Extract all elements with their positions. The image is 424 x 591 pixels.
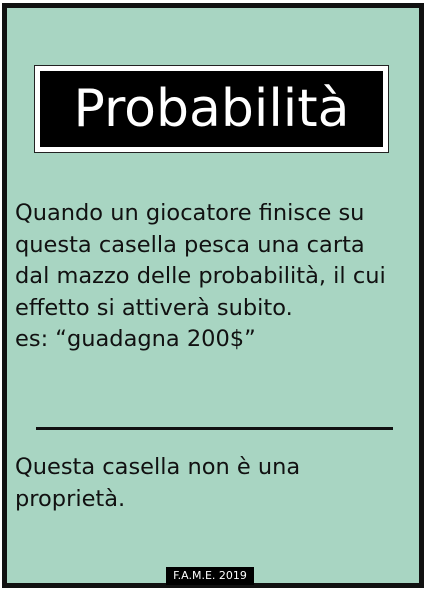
description-line: Quando un giocatore finisce su xyxy=(15,200,365,226)
footer-credit: F.A.M.E. 2019 xyxy=(166,567,254,585)
description-line: effetto si attiverà subito. xyxy=(15,294,293,321)
card xyxy=(2,3,424,588)
title-banner xyxy=(35,66,388,152)
note-line: Questa casella non è una xyxy=(15,454,301,480)
description-line: questa casella pesca una carta xyxy=(15,231,365,258)
card-description xyxy=(15,198,410,356)
divider-line xyxy=(36,427,393,430)
card-note xyxy=(15,452,410,515)
note-line: proprietà. xyxy=(15,485,126,512)
description-example: es: “guadagna 200$” xyxy=(15,326,256,352)
description-line: dal mazzo delle probabilità, il cui xyxy=(15,263,386,289)
card-title: Probabilità xyxy=(73,79,350,139)
